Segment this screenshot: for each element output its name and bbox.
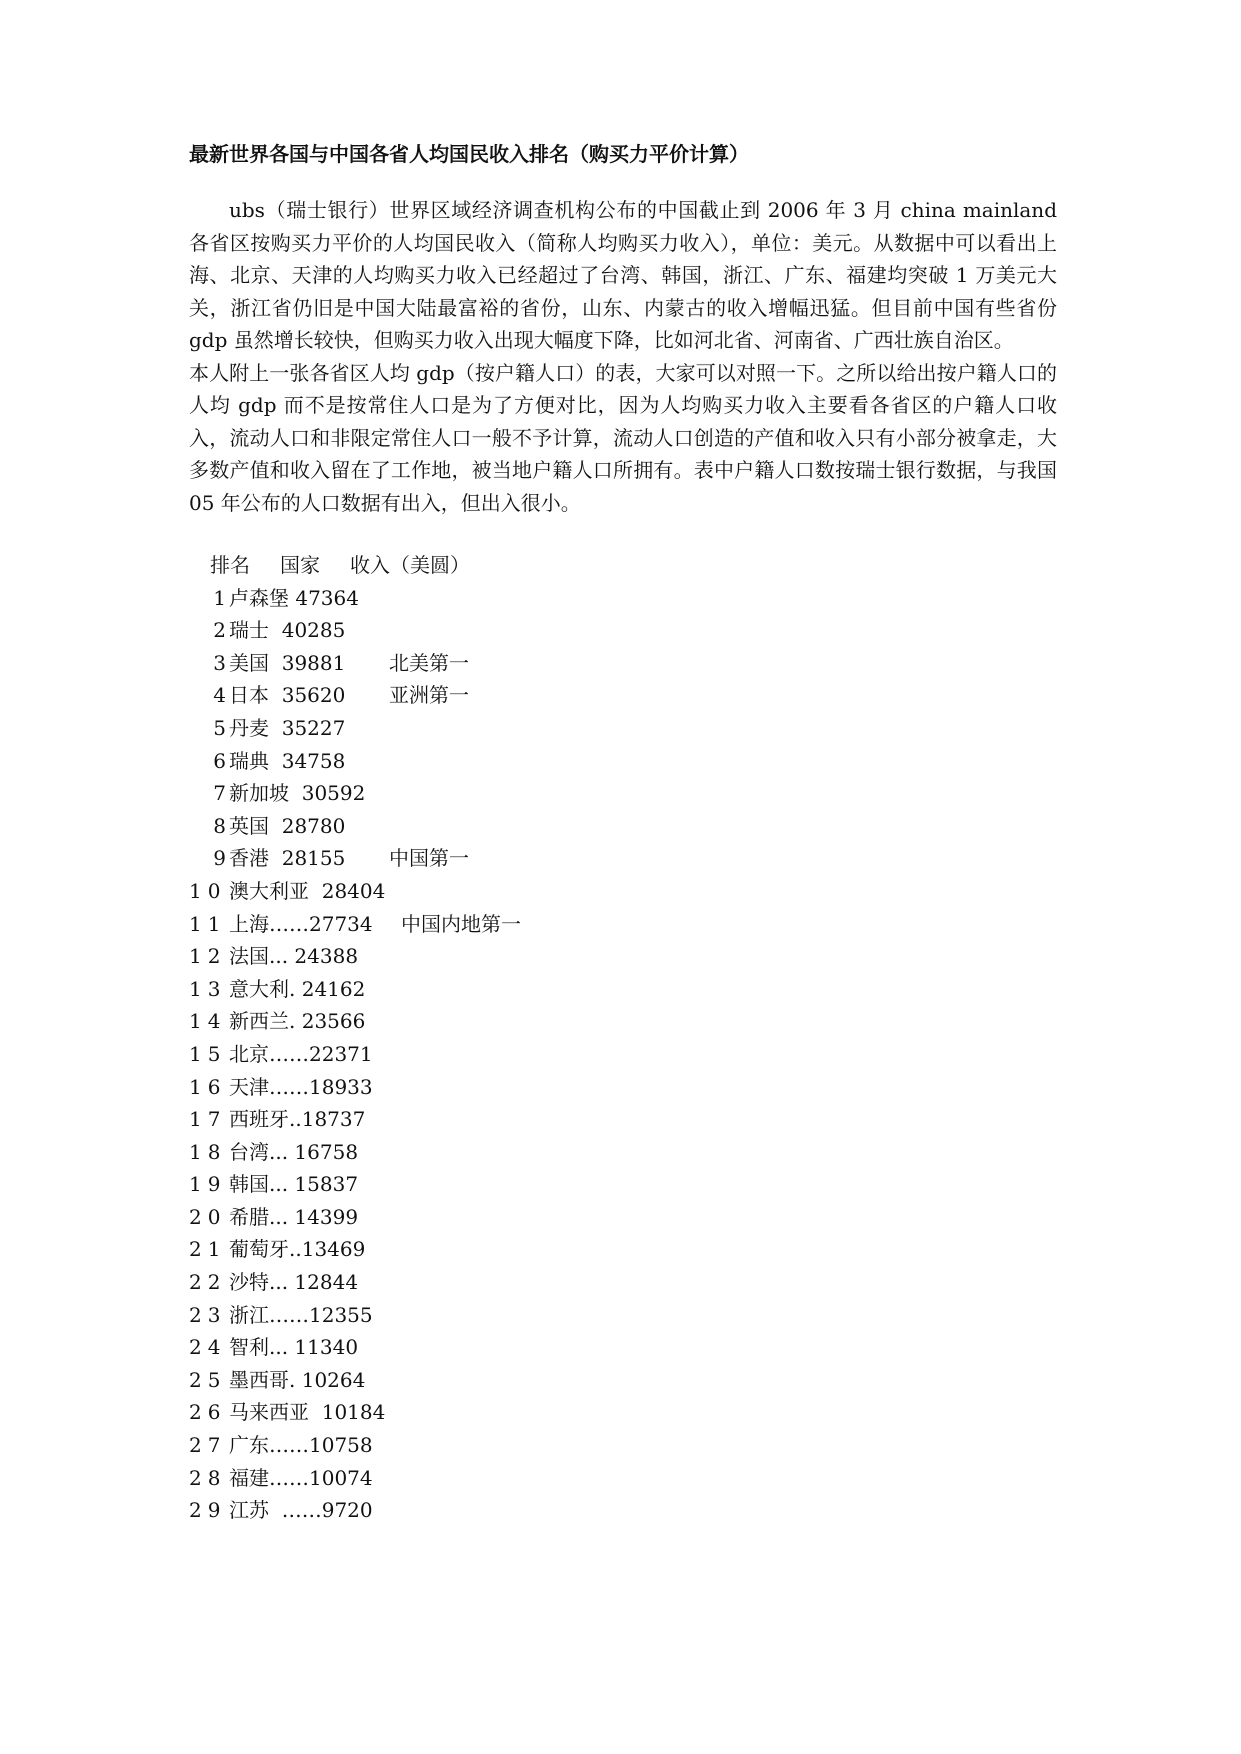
- row-note: 亚洲第一: [389, 683, 469, 708]
- row-note: 北美第一: [389, 650, 469, 675]
- row-entry: 卢森堡 47364: [229, 585, 359, 610]
- table-row: [189, 582, 1057, 615]
- table-row: [189, 875, 1057, 908]
- table-row: [189, 1331, 1057, 1364]
- row-rank: 24: [189, 1335, 227, 1360]
- row-rank: 2: [213, 618, 226, 643]
- row-rank: 10: [189, 878, 227, 903]
- row-rank: 17: [189, 1107, 227, 1132]
- row-entry: 新加坡 30592: [229, 781, 366, 806]
- row-rank: 19: [189, 1172, 227, 1197]
- row-rank: 1: [213, 585, 226, 610]
- row-entry: 英国 28780: [229, 813, 346, 838]
- row-entry: 智利... 11340: [229, 1335, 359, 1360]
- table-row: [189, 614, 1057, 647]
- row-rank: 21: [189, 1237, 227, 1262]
- row-rank: 4: [213, 683, 226, 708]
- row-rank: 6: [213, 748, 226, 773]
- header-rank: 排名: [210, 553, 250, 577]
- row-entry: 墨西哥. 10264: [229, 1367, 366, 1392]
- row-rank: 13: [189, 976, 227, 1001]
- row-entry: 广东……10758: [229, 1433, 373, 1458]
- ranking-table: [189, 549, 1057, 1527]
- row-entry: 北京……22371: [229, 1041, 373, 1066]
- table-header: [189, 549, 1057, 582]
- table-row: [189, 940, 1057, 973]
- row-entry: 葡萄牙..13469: [229, 1237, 366, 1262]
- row-rank: 3: [213, 650, 226, 675]
- row-entry: 美国 39881: [229, 650, 346, 675]
- table-row: [189, 1136, 1057, 1169]
- row-entry: 法国... 24388: [229, 944, 359, 969]
- row-rank: 18: [189, 1139, 227, 1164]
- table-row: [189, 712, 1057, 745]
- row-entry: 香港 28155: [229, 846, 346, 871]
- row-entry: 瑞典 34758: [229, 748, 346, 773]
- table-row: [189, 1429, 1057, 1462]
- table-row: [189, 1299, 1057, 1332]
- row-entry: 江苏 ……9720: [229, 1498, 373, 1523]
- row-entry: 丹麦 35227: [229, 715, 346, 740]
- header-income: 收入（美圆）: [350, 553, 470, 577]
- row-rank: 25: [189, 1367, 227, 1392]
- row-entry: 意大利. 24162: [229, 976, 366, 1001]
- row-entry: 瑞士 40285: [229, 618, 346, 643]
- row-entry: 沙特... 12844: [229, 1270, 359, 1295]
- row-rank: 22: [189, 1270, 227, 1295]
- row-rank: 16: [189, 1074, 227, 1099]
- row-rank: 11: [189, 911, 227, 936]
- row-entry: 福建……10074: [229, 1465, 373, 1490]
- table-row: [189, 1462, 1057, 1495]
- table-row: [189, 745, 1057, 778]
- row-rank: 8: [213, 813, 226, 838]
- table-row: [189, 973, 1057, 1006]
- table-row: [189, 647, 1057, 680]
- row-rank: 23: [189, 1302, 227, 1327]
- row-rank: 26: [189, 1400, 227, 1425]
- row-rank: 20: [189, 1204, 227, 1229]
- table-row: [189, 1005, 1057, 1038]
- table-row: [189, 908, 1057, 941]
- table-row: [189, 810, 1057, 843]
- row-note: 中国第一: [389, 846, 469, 871]
- table-row: [189, 1364, 1057, 1397]
- row-entry: 浙江……12355: [229, 1302, 373, 1327]
- document-page: [189, 140, 1057, 1527]
- row-entry: 新西兰. 23566: [229, 1009, 366, 1034]
- intro-paragraph: ubs（瑞士银行）世界区域经济调查机构公布的中国截止到 2006 年 3 月 china mainland 各省区按购买力平价的人均国民收入（简称人均购买力收入），单位：美元。从数据中可以看出上海、北京、天津的人均购买力收入已经超过了台湾、韩国，浙江、广东、福建均突破 1 万美元大关，浙江省仍旧是中国大陆最富裕的省份，山东、内蒙古的收入增幅迅猛。但目前中国有些省份 gdp 虽然增长较快，但购买力收入出现大幅度下降，比如河北省、河南省、广西壮族自治区。: [189, 198, 1057, 352]
- row-rank: 14: [189, 1009, 227, 1034]
- row-rank: 12: [189, 944, 227, 969]
- row-entry: 希腊... 14399: [229, 1204, 359, 1229]
- row-entry: 日本 35620: [229, 683, 346, 708]
- table-row: [189, 1038, 1057, 1071]
- document-title: 最新世界各国与中国各省人均国民收入排名（购买力平价计算）: [189, 142, 749, 166]
- row-rank: 29: [189, 1498, 227, 1523]
- table-body: [189, 582, 1057, 1527]
- table-row: [189, 1396, 1057, 1429]
- header-country: 国家: [280, 553, 320, 577]
- table-row: [189, 1233, 1057, 1266]
- table-row: [189, 1266, 1057, 1299]
- row-rank: 27: [189, 1433, 227, 1458]
- table-row: [189, 1201, 1057, 1234]
- table-row: [189, 1494, 1057, 1527]
- row-entry: 西班牙..18737: [229, 1107, 366, 1132]
- table-row: [189, 1103, 1057, 1136]
- row-entry: 澳大利亚 28404: [229, 878, 386, 903]
- row-rank: 15: [189, 1041, 227, 1066]
- table-row: [189, 777, 1057, 810]
- table-row: [189, 1071, 1057, 1104]
- row-rank: 28: [189, 1465, 227, 1490]
- row-rank: 5: [213, 715, 226, 740]
- table-row: [189, 1168, 1057, 1201]
- row-rank: 9: [213, 846, 226, 871]
- table-row: [189, 842, 1057, 875]
- row-entry: 台湾... 16758: [229, 1139, 359, 1164]
- row-entry: 马来西亚 10184: [229, 1400, 386, 1425]
- note-paragraph: 本人附上一张各省区人均 gdp（按户籍人口）的表，大家可以对照一下。之所以给出按户籍人口的人均 gdp 而不是按常住人口是为了方便对比，因为人均购买力收入主要看各省区的户籍人口收入，流动人口和非限定常住人口一般不予计算，流动人口创造的产值和收入只有小部分被拿走，大多数产值和收入留在了工作地，被当地户籍人口所拥有。表中户籍人口数按瑞士银行数据，与我国 05 年公布的人口数据有出入，但出入很小。: [189, 360, 1057, 515]
- row-entry: 韩国... 15837: [229, 1172, 359, 1197]
- row-entry: 上海……27734: [229, 911, 373, 936]
- row-note: 中国内地第一: [401, 911, 521, 936]
- row-entry: 天津……18933: [229, 1074, 373, 1099]
- row-rank: 7: [213, 781, 226, 806]
- table-row: [189, 679, 1057, 712]
